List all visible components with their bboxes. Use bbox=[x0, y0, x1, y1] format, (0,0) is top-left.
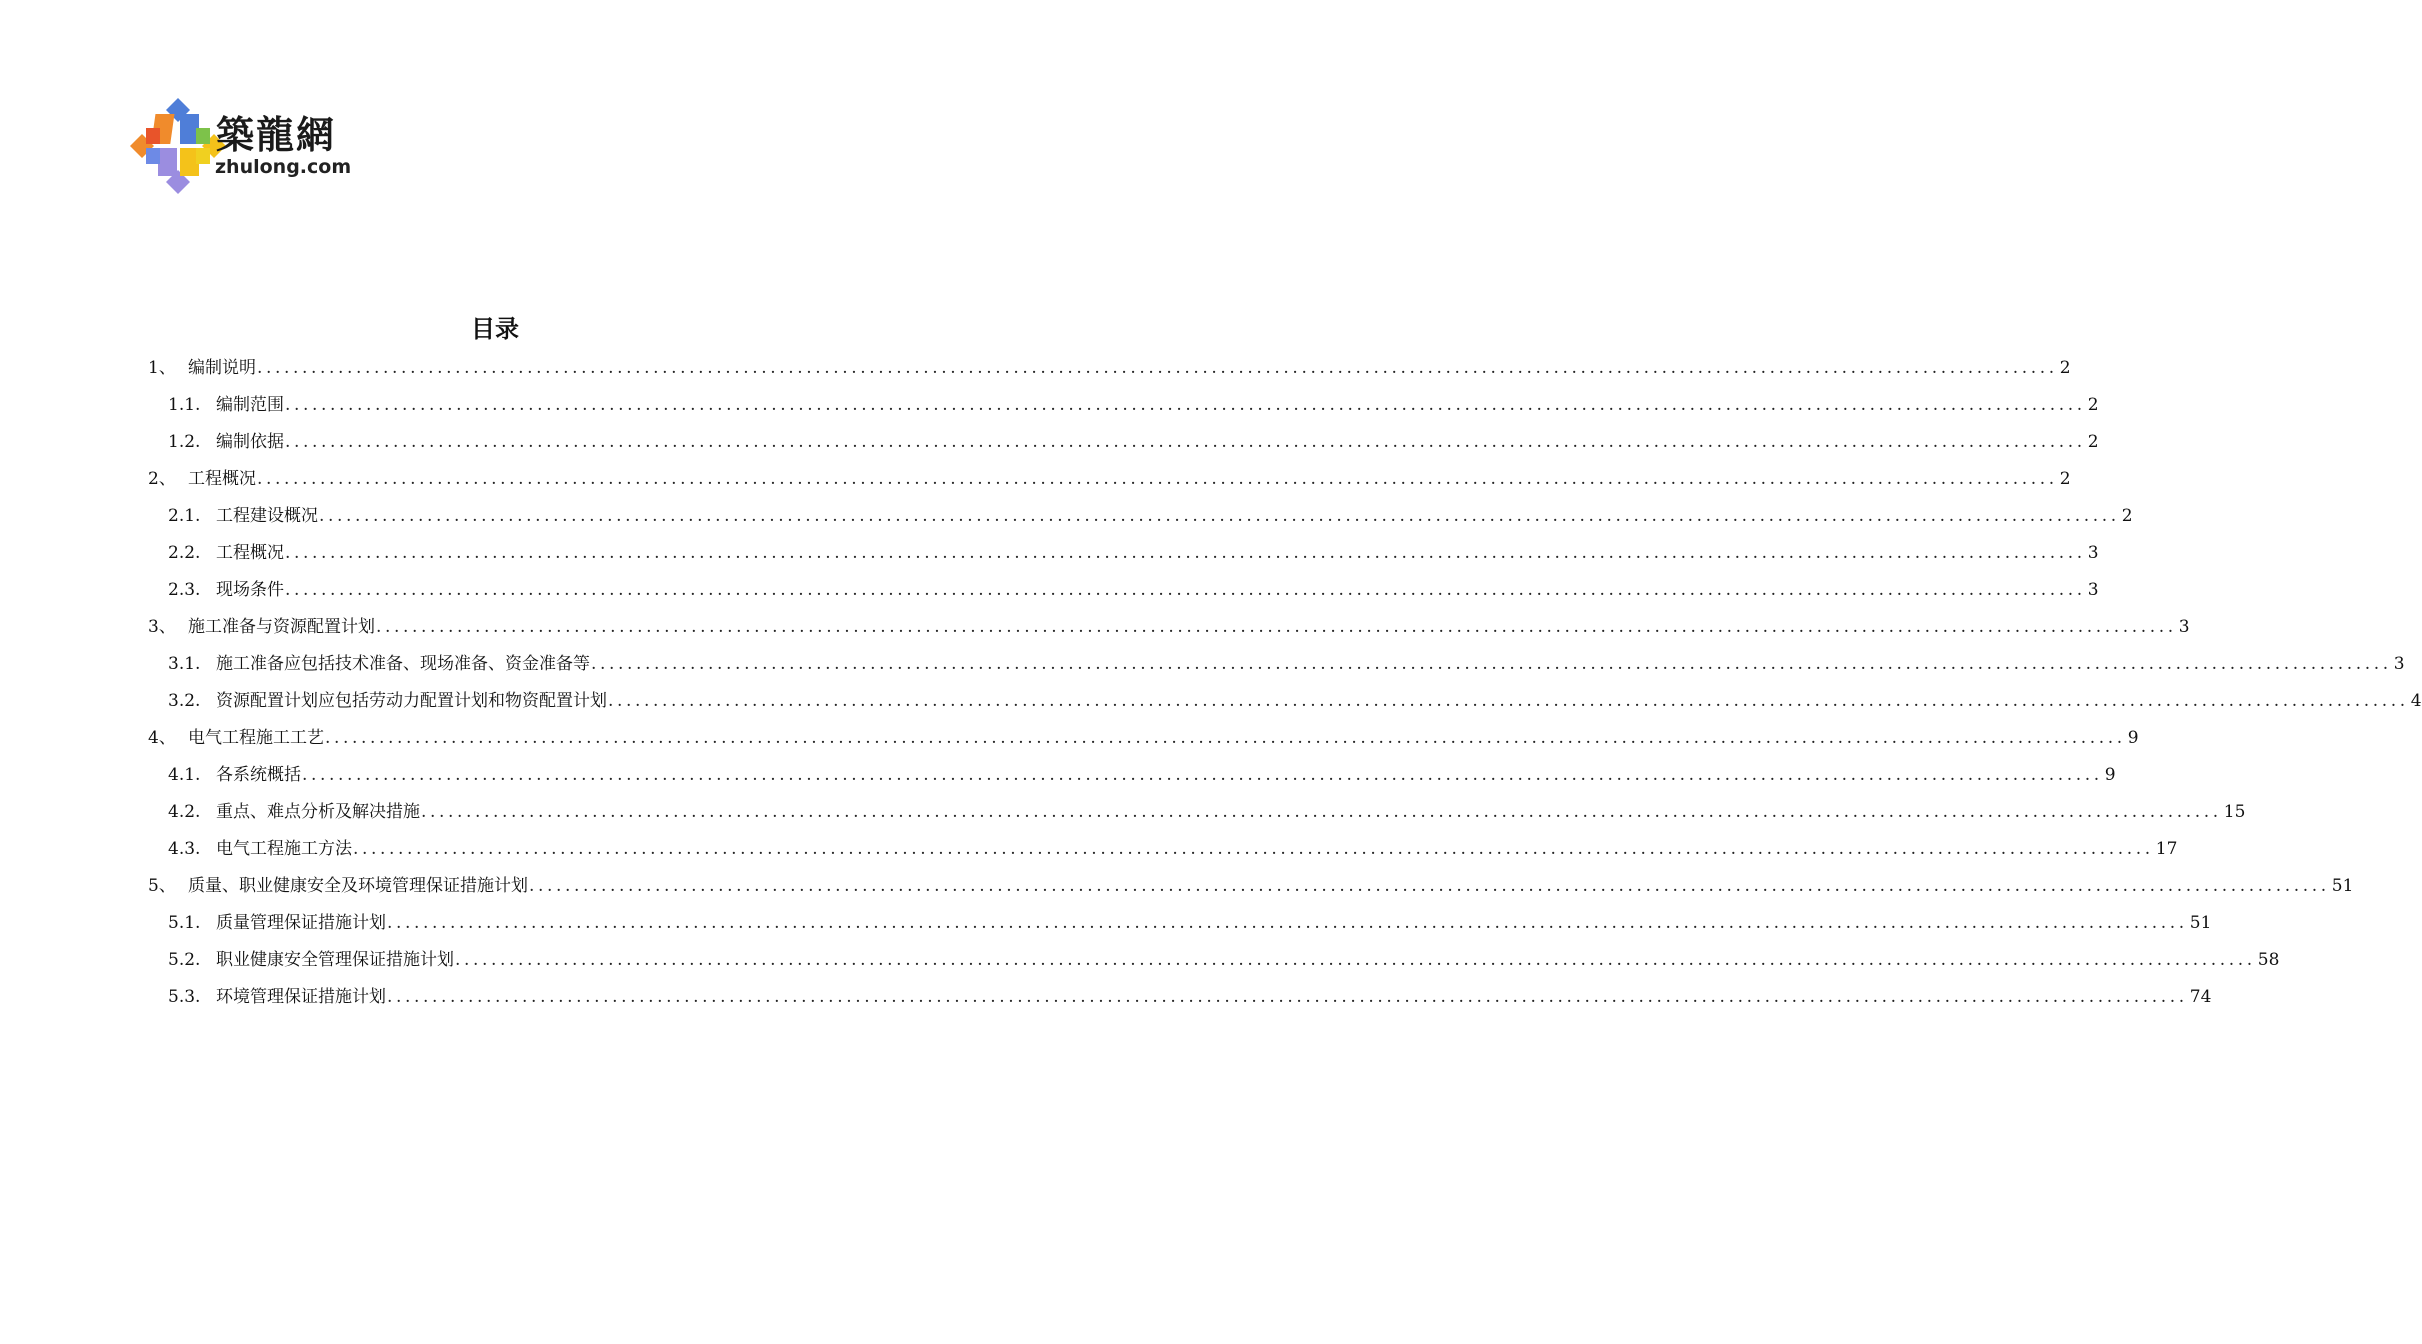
zhulong-logo bbox=[128, 96, 358, 196]
logo-chinese-name: 築龍網 bbox=[216, 112, 337, 157]
toc-entry-title: 工程建设概况 bbox=[216, 506, 318, 526]
toc-dot-leader: ........................................................................................................................................................................................................ bbox=[455, 950, 2256, 970]
toc-entry-number: 4.3. bbox=[168, 839, 201, 859]
toc-dot-leader: ........................................................................................................................................................................................................ bbox=[319, 506, 2120, 526]
toc-entry-page-number: 2 bbox=[2059, 469, 2071, 489]
toc-entry[interactable] bbox=[148, 720, 2139, 757]
logo-domain: zhulong.com bbox=[215, 156, 352, 178]
toc-entry[interactable] bbox=[168, 498, 2133, 535]
toc-dot-leader: ........................................................................................................................................................................................................ bbox=[257, 469, 2058, 489]
toc-title: 目录 bbox=[471, 315, 519, 343]
toc-entry-page-number: 51 bbox=[2189, 913, 2212, 933]
toc-dot-leader: ........................................................................................................................................................................................................ bbox=[325, 728, 2126, 748]
toc-entry-page-number: 2 bbox=[2087, 432, 2099, 452]
toc-entry[interactable] bbox=[168, 942, 2280, 979]
toc-entry[interactable] bbox=[148, 868, 2354, 905]
toc-entry-page-number: 17 bbox=[2155, 839, 2178, 859]
toc-entry-title: 工程概况 bbox=[188, 469, 256, 489]
toc-entry[interactable] bbox=[168, 979, 2212, 1016]
toc-entry-page-number: 51 bbox=[2331, 876, 2354, 896]
toc-dot-leader: ........................................................................................................................................................................................................ bbox=[529, 876, 2330, 896]
toc-dot-leader: ........................................................................................................................................................................................................ bbox=[387, 987, 2188, 1007]
toc-entry-page-number: 9 bbox=[2104, 765, 2116, 785]
toc-entry[interactable] bbox=[168, 387, 2099, 424]
toc-dot-leader: ........................................................................................................................................................................................................ bbox=[353, 839, 2154, 859]
toc-entry-page-number: 15 bbox=[2223, 802, 2246, 822]
toc-dot-leader: ........................................................................................................................................................................................................ bbox=[257, 358, 2058, 378]
toc-entry-title: 施工准备与资源配置计划 bbox=[188, 617, 375, 637]
toc-entry-number: 2.1. bbox=[168, 506, 201, 526]
toc-dot-leader: ........................................................................................................................................................................................................ bbox=[608, 691, 2409, 711]
toc-entry-page-number: 3 bbox=[2087, 543, 2099, 563]
toc-entry-number: 1.2. bbox=[168, 432, 201, 452]
toc-dot-leader: ........................................................................................................................................................................................................ bbox=[285, 543, 2086, 563]
toc-entry-number: 4、 bbox=[148, 728, 176, 748]
toc-entry[interactable] bbox=[168, 424, 2099, 461]
zhulong-logo-mark-icon bbox=[128, 96, 228, 196]
toc-entry[interactable] bbox=[168, 757, 2116, 794]
toc-entry-title: 环境管理保证措施计划 bbox=[216, 987, 386, 1007]
toc-entry-title: 现场条件 bbox=[216, 580, 284, 600]
toc-entry-number: 5、 bbox=[148, 876, 176, 896]
toc-entry-title: 质量管理保证措施计划 bbox=[216, 913, 386, 933]
toc-entry[interactable] bbox=[168, 646, 2405, 683]
toc-dot-leader: ........................................................................................................................................................................................................ bbox=[302, 765, 2103, 785]
toc-entry-title: 资源配置计划应包括劳动力配置计划和物资配置计划 bbox=[216, 691, 607, 711]
toc-entry-page-number: 58 bbox=[2257, 950, 2280, 970]
toc-dot-leader: ........................................................................................................................................................................................................ bbox=[421, 802, 2222, 822]
toc-entry-page-number: 2 bbox=[2121, 506, 2133, 526]
toc-dot-leader: ........................................................................................................................................................................................................ bbox=[285, 580, 2086, 600]
toc-entry-page-number: 2 bbox=[2087, 395, 2099, 415]
toc-entry-title: 电气工程施工工艺 bbox=[188, 728, 324, 748]
toc-entry[interactable] bbox=[168, 794, 2246, 831]
toc-dot-leader: ........................................................................................................................................................................................................ bbox=[387, 913, 2188, 933]
toc-entry-number: 3、 bbox=[148, 617, 176, 637]
toc-dot-leader: ........................................................................................................................................................................................................ bbox=[376, 617, 2177, 637]
toc-entry-number: 5.2. bbox=[168, 950, 201, 970]
toc-entry-number: 5.3. bbox=[168, 987, 201, 1007]
toc-entry[interactable] bbox=[168, 572, 2099, 609]
toc-entry-number: 3.1. bbox=[168, 654, 201, 674]
toc-entry-title: 质量、职业健康安全及环境管理保证措施计划 bbox=[188, 876, 528, 896]
toc-entry-number: 1、 bbox=[148, 358, 176, 378]
toc-dot-leader: ........................................................................................................................................................................................................ bbox=[591, 654, 2392, 674]
toc-entry[interactable] bbox=[148, 609, 2190, 646]
toc-entry[interactable] bbox=[168, 535, 2099, 572]
toc-entry[interactable] bbox=[148, 461, 2071, 498]
toc-entry[interactable] bbox=[168, 905, 2212, 942]
toc-entry-number: 2、 bbox=[148, 469, 176, 489]
toc-entry-title: 施工准备应包括技术准备、现场准备、资金准备等 bbox=[216, 654, 590, 674]
toc-entry-title: 重点、难点分析及解决措施 bbox=[216, 802, 420, 822]
toc-entry[interactable] bbox=[168, 683, 2422, 720]
toc-entry-number: 2.3. bbox=[168, 580, 201, 600]
toc-entry-number: 1.1. bbox=[168, 395, 201, 415]
toc-entry[interactable] bbox=[168, 831, 2178, 868]
toc-entry-number: 5.1. bbox=[168, 913, 201, 933]
toc-entry[interactable] bbox=[148, 350, 2071, 387]
toc-entry-page-number: 3 bbox=[2178, 617, 2190, 637]
toc-entry-number: 3.2. bbox=[168, 691, 201, 711]
toc-dot-leader: ........................................................................................................................................................................................................ bbox=[285, 432, 2086, 452]
toc-entry-page-number: 9 bbox=[2127, 728, 2139, 748]
toc-dot-leader: ........................................................................................................................................................................................................ bbox=[285, 395, 2086, 415]
toc-entry-page-number: 3 bbox=[2393, 654, 2405, 674]
toc-entry-title: 职业健康安全管理保证措施计划 bbox=[216, 950, 454, 970]
toc-entry-title: 编制范围 bbox=[216, 395, 284, 415]
toc-entry-page-number: 3 bbox=[2087, 580, 2099, 600]
toc-entry-number: 2.2. bbox=[168, 543, 201, 563]
toc-entry-number: 4.1. bbox=[168, 765, 201, 785]
toc-entry-title: 各系统概括 bbox=[216, 765, 301, 785]
toc-entry-page-number: 2 bbox=[2059, 358, 2071, 378]
toc-entry-title: 工程概况 bbox=[216, 543, 284, 563]
toc-entry-title: 编制说明 bbox=[188, 358, 256, 378]
toc-entry-number: 4.2. bbox=[168, 802, 201, 822]
toc-entry-title: 电气工程施工方法 bbox=[216, 839, 352, 859]
toc-entry-title: 编制依据 bbox=[216, 432, 284, 452]
toc-entry-page-number: 4 bbox=[2410, 691, 2422, 711]
toc-entry-page-number: 74 bbox=[2189, 987, 2212, 1007]
